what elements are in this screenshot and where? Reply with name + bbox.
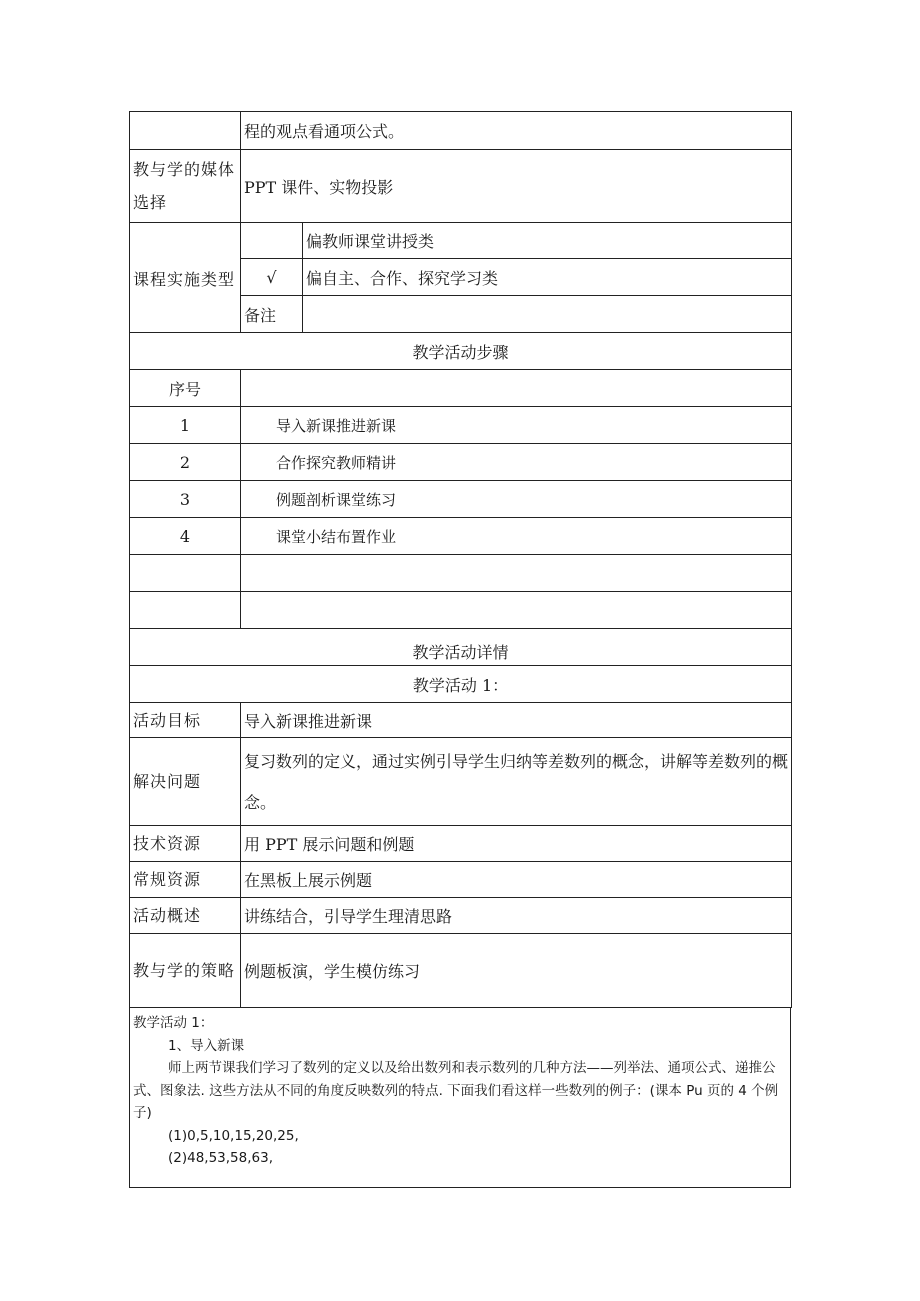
media-value: PPT 课件、实物投影 <box>241 150 792 223</box>
step-text: 例题剖析课堂练习 <box>241 481 792 518</box>
step-number-empty <box>130 555 241 592</box>
detail-label: 活动概述 <box>130 898 241 934</box>
detail-label: 技术资源 <box>130 826 241 862</box>
detail-row <box>130 826 792 862</box>
detail-label: 活动目标 <box>130 703 241 738</box>
step-number: 4 <box>130 518 241 555</box>
course-type-check-1 <box>241 223 303 259</box>
step-text: 合作探究教师精讲 <box>241 444 792 481</box>
steps-header-label: 序号 <box>130 370 241 407</box>
step-row <box>130 518 792 555</box>
notes-subheading: 1、导入新课 <box>168 1037 245 1054</box>
step-text: 导入新课推进新课 <box>241 407 792 444</box>
step-row <box>130 481 792 518</box>
step-number-empty <box>130 592 241 629</box>
detail-label: 常规资源 <box>130 862 241 898</box>
detail-label: 教与学的策略 <box>130 934 241 1008</box>
detail-row <box>130 738 792 826</box>
notes-heading: 教学活动 1： <box>133 1015 214 1031</box>
details-title: 教学活动详情 <box>130 629 792 666</box>
detail-row <box>130 898 792 934</box>
step-number: 2 <box>130 444 241 481</box>
steps-header-empty <box>241 370 792 407</box>
media-label: 教与学的媒体选择 <box>130 150 241 223</box>
step-row <box>130 407 792 444</box>
lesson-plan-document <box>129 111 791 1188</box>
intro-text: 程的观点看通项公式。 <box>241 112 792 150</box>
activity-notes <box>129 1008 791 1188</box>
media-row <box>130 150 792 223</box>
step-row-empty <box>130 592 792 629</box>
detail-label: 解决问题 <box>130 738 241 826</box>
steps-header-row <box>130 370 792 407</box>
step-row <box>130 444 792 481</box>
steps-title-row <box>130 333 792 370</box>
details-title-row <box>130 629 792 666</box>
activity-title: 教学活动 1： <box>130 666 792 703</box>
intro-label-cell <box>130 112 241 150</box>
course-type-option-2: 偏自主、合作、探究学习类 <box>303 259 792 296</box>
course-type-label: 课程实施类型 <box>130 223 241 333</box>
detail-row <box>130 703 792 738</box>
notes-paragraph: 师上两节课我们学习了数列的定义以及给出数列和表示数列的几种方法——列举法、通项公式、递推公式、图象法. 这些方法从不同的角度反映数列的特点. 下面我们看这样一些数列的例子：(课本 Pu 页的 4 个例子) <box>133 1060 779 1121</box>
step-row-empty <box>130 555 792 592</box>
detail-value: 例题板演，学生模仿练习 <box>241 934 792 1008</box>
step-number: 1 <box>130 407 241 444</box>
remark-label: 备注 <box>241 296 303 333</box>
detail-value: 复习数列的定义，通过实例引导学生归纳等差数列的概念，讲解等差数列的概念。 <box>241 738 792 826</box>
lesson-plan-table <box>129 111 792 1008</box>
detail-value: 讲练结合，引导学生理清思路 <box>241 898 792 934</box>
course-type-option-1: 偏教师课堂讲授类 <box>303 223 792 259</box>
detail-value: 导入新课推进新课 <box>241 703 792 738</box>
detail-value: 在黑板上展示例题 <box>241 862 792 898</box>
detail-row <box>130 862 792 898</box>
notes-example: (2)48,53,58,63, <box>168 1150 274 1166</box>
step-text-empty <box>241 555 792 592</box>
step-text-empty <box>241 592 792 629</box>
steps-title: 教学活动步骤 <box>130 333 792 370</box>
remark-value <box>303 296 792 333</box>
course-type-check-2: √ <box>241 259 303 296</box>
detail-row <box>130 934 792 1008</box>
notes-example: (1)0,5,10,15,20,25, <box>168 1127 299 1144</box>
step-text: 课堂小结布置作业 <box>241 518 792 555</box>
course-type-row-1 <box>130 223 792 259</box>
activity-title-row <box>130 666 792 703</box>
step-number: 3 <box>130 481 241 518</box>
intro-row <box>130 112 792 150</box>
detail-value: 用 PPT 展示问题和例题 <box>241 826 792 862</box>
